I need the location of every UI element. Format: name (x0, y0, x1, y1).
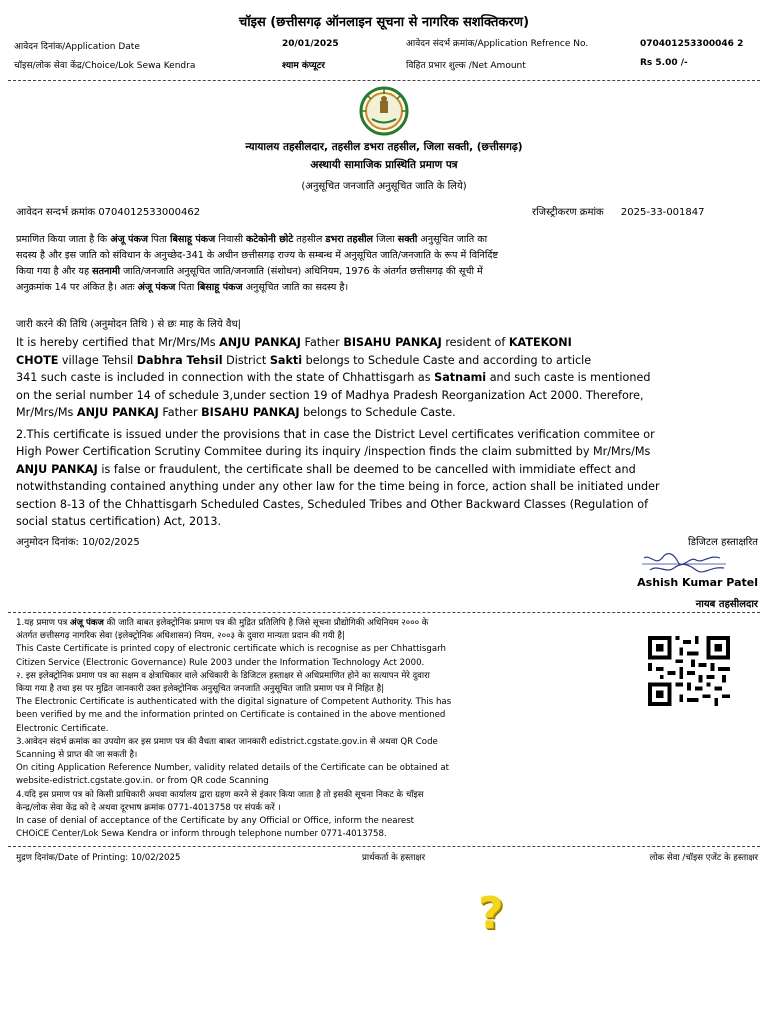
holder-name: अंजू पंकज (70, 618, 104, 628)
holder-name: ANJU PANKAJ (219, 336, 301, 349)
text-line: on the serial number 14 of schedule 3,under section 19 of Madhya Pradesh Reorganization Act 2000. Therefore, (16, 388, 644, 402)
header-divider (8, 80, 760, 81)
text: तहसील (293, 234, 326, 245)
english-certification-paragraph (16, 334, 756, 531)
father-name: बिसाहू पंकज (197, 282, 243, 293)
certificate-notes (16, 617, 620, 841)
text: की जाति बाबत इलेक्ट्रोनिक प्रमाण पत्र की मुद्रित प्रतिलिपि है जिसे सूचना प्रौद्योगिकी अधिनियम २००० के (103, 618, 429, 628)
text: 341 such caste is included in connection with the state of Chhattisgarh as (16, 371, 435, 384)
qr-code-icon[interactable] (648, 636, 730, 706)
text-line: website-edistrict.cgstate.gov.in. or from QR code Scanning (16, 776, 269, 787)
text: अनुसूचित जाति का (417, 234, 488, 245)
reg-value: 2025-33-001847 (620, 207, 705, 218)
application-ref-label: आवेदन संदर्भ क्रमांक/Application Refrence No. (406, 39, 589, 49)
amount-label: विहित प्रभार शुल्क /Net Amount (406, 61, 526, 71)
text: belongs to Schedule Caste and according to article (302, 353, 592, 367)
text-line: किया गया है तथा इस पर मुद्रित जानकारी उक्त इलेक्ट्रोनिक अनुसूचित जनजाति अनुसूचित जाति प्रमाण पत्र में निहित है| (16, 684, 385, 695)
footer-divider (8, 846, 760, 847)
ref-value: 0704012533000462 (98, 207, 201, 218)
text-line: Electronic Certificate. (16, 723, 109, 734)
text: पिता (147, 234, 170, 245)
caste-name: Satnami (434, 371, 487, 384)
text: अनुक्रमांक 14 पर अंकित है। अतः (16, 282, 138, 293)
text: belongs to Schedule Caste. (299, 406, 456, 419)
text-line: In case of denial of acceptance of the Certificate by any Official or Office, inform the nearest (16, 816, 415, 827)
text-line: CHOiCE Center/Lok Sewa Kendra or inform through telephone number 0771-4013758. (16, 829, 387, 840)
text-line: This Caste Certificate is printed copy of electronic certificate which is recognise as per Chhattisgarh (16, 644, 446, 655)
question-mark-icon: ? (478, 888, 504, 939)
holder-name: ANJU PANKAJ (76, 406, 159, 419)
digital-sign-label: डिजिटल हस्ताक्षरित (688, 537, 758, 548)
text: निवासी (215, 234, 246, 245)
center-label: चॉइस/लोक सेवा केंद्र/Choice/Lok Sewa Kendra (14, 61, 196, 71)
text-line: notwithstanding contained anything under any other law for the time being in force, action shall be initiated under (16, 480, 660, 493)
holder-name: अंजू पंकज (137, 282, 176, 293)
text-line: been verified by me and the information printed on Certificate is contained in the above mentioned (16, 710, 446, 721)
approval-date-label: अनुमोदन दिनांक: (16, 537, 79, 548)
holder-name: ANJU PANKAJ (16, 462, 98, 476)
print-date-value: 10/02/2025 (130, 853, 181, 863)
reference-number (16, 204, 200, 218)
text: Mr/Mrs/Ms (16, 406, 77, 419)
print-date-label: मुद्रण दिनांक/Date of Printing: (16, 853, 129, 863)
approval-date-value: 10/02/2025 (82, 537, 140, 548)
text: village Tehsil (58, 353, 137, 367)
text-line: सदस्य है और इस जाति को संविधान के अनुच्छेद-341 के अधीन छत्तीसगढ़ राज्य के सम्बन्ध में अनुसूचित जाति/जनजाति के रूप में विनिर्दिष्ट (16, 250, 499, 261)
print-date (16, 851, 180, 863)
father-name: बिसाहू पंकज (169, 234, 216, 245)
text-line: 4.यदि इस प्रमाण पत्र को किसी प्राधिकारी अथवा कार्यालय द्वारा ग्रहण करने से इंकार किया जाता है तो इसकी सूचना निकट के चॉइस (16, 789, 424, 800)
application-ref: 070401253300046 2 (640, 39, 744, 49)
text-line: केन्द्र/लोक सेवा केंद्र को दे अथवा दूरभाष क्रमांक 0771-4013758 पर संपर्क करें । (16, 802, 281, 813)
certificate-subtitle: (अनुसूचित जनजाति अनुसूचित जाति के लिये) (301, 181, 467, 192)
hindi-certification-paragraph (16, 232, 756, 296)
text: It is hereby certified that Mr/Mrs/Ms (16, 336, 220, 349)
text-line: Citizen Service (Electronic Governance) Rule 2003 under the Information Technology Act 2000. (16, 657, 425, 668)
text: जिला (373, 234, 398, 245)
ref-label: आवेदन सन्दर्भ क्रमांक (16, 207, 96, 218)
tehsil-name: डभरा तहसील (325, 234, 374, 245)
registration-number (532, 204, 705, 218)
document-header-title: चॉइस (छत्तीसगढ़ ऑनलाइन सूचना से नागरिक सशक्तिकरण) (238, 15, 530, 30)
text: resident of (441, 336, 509, 349)
text: is false or fraudulent, the certificate shall be deemed to be cancelled with immidiate effect and (97, 462, 636, 476)
text-line: Scanning से प्राप्त की जा सकती है। (16, 750, 138, 761)
text: Father (158, 406, 202, 419)
certificate-title: अस्थायी सामाजिक प्रास्थिति प्रमाण पत्र (310, 159, 458, 171)
text-line: 2.This certificate is issued under the provisions that in case the District Level certificates verification commitee or (16, 427, 655, 441)
validity-note: जारी करने की तिथि (अनुमोदन तिथि ) से छः माह के लिये वैध| (16, 319, 241, 330)
signature-image (640, 552, 730, 576)
text: District (222, 353, 270, 367)
approval-date (16, 534, 140, 548)
tehsil-name: Dabhra Tehsil (136, 353, 223, 367)
father-name: BISAHU PANKAJ (343, 336, 442, 349)
signatory-name: Ashish Kumar Patel (637, 576, 758, 589)
text: 1.यह प्रमाण पत्र (16, 618, 71, 628)
text: किया गया है और यह (16, 266, 93, 277)
text-line: social status certification) Act, 2013. (16, 515, 222, 528)
text-line: 3.आवेदन संदर्भ क्रमांक का उपयोग कर इस प्रमाण पत्र की वैधता बाबत जानकारी edistrict.cgstate.gov.in से अथवा QR Code (16, 736, 438, 747)
text: प्रमाणित किया जाता है कि (16, 234, 111, 245)
text-line: २. इस इलेक्ट्रोनिक प्रमाण पत्र का सक्षम व क्षेत्राधिकार वाले अधिकारी के डिजिटल हस्ताक्षर से अधिप्रमाणित होने का सत्यापन मेरे दुवारा (16, 670, 430, 681)
district-name: सक्ती (397, 234, 418, 245)
text-line: The Electronic Certificate is authenticated with the digital signature of Competent Authority. This has (16, 697, 452, 708)
holder-name: अंजू पंकज (110, 234, 148, 245)
amount: Rs 5.00 /- (640, 58, 688, 68)
applicant-signature-label: प्रार्थकर्ता के हस्ताक्षर (362, 853, 426, 863)
text-line: अंतर्गत छत्तीसगढ़ नागरिक सेवा (इलेक्ट्रोनिक अधिशासन) नियम, २००३ के दुवारा मान्यता प्रदान की गयी है| (16, 631, 345, 642)
text: अनुसूचित जाति का सदस्य है। (242, 282, 349, 293)
reg-label: रजिस्ट्रीकरण क्रमांक (532, 207, 604, 218)
text: पिता (175, 282, 198, 293)
text: and such caste is mentioned (486, 371, 651, 384)
signatory-designation: नायब तहसीलदार (695, 599, 758, 610)
text-line: section 8-13 of the Chhattisgarh Scheduled Castes, Scheduled Tribes and Other Backward Classes (Regulation of (16, 497, 649, 511)
village-name: कटेकोनी छोटे (245, 234, 294, 245)
application-date-label: आवेदन दिनांक/Application Date (14, 42, 140, 52)
text-line: On citing Application Reference Number, validity related details of the Certificate can be obtained at (16, 763, 449, 774)
village-name: KATEKONI (508, 336, 572, 349)
court-title: न्यायालय तहसीलदार, तहसील डभरा तहसील, जिला सक्ती, (छत्तीसगढ़) (245, 141, 523, 153)
application-date: 20/01/2025 (282, 39, 339, 49)
village-name: CHOTE (16, 353, 59, 367)
agent-signature-label: लोक सेवा /चॉइस एजेंट के हस्ताक्षर (649, 853, 758, 863)
father-name: BISAHU PANKAJ (201, 406, 300, 419)
text: जाति/जनजाति अनुसूचित जाति/जनजाति (संशोधन) अधिनियम, 1976 के अंतर्गत छत्तीसगढ़ की सूची में (120, 266, 483, 277)
caste-name: सतनामी (92, 266, 121, 277)
district-name: Sakti (269, 353, 303, 367)
center-name: श्याम कंप्यूटर (282, 61, 325, 71)
notes-divider (8, 612, 760, 613)
text-line: High Power Certification Scrutiny Commitee during its inquiry /inspection finds the claim submitted by Mr/Mrs/Ms (16, 445, 651, 458)
state-emblem-icon (358, 86, 410, 136)
text: Father (300, 336, 344, 349)
